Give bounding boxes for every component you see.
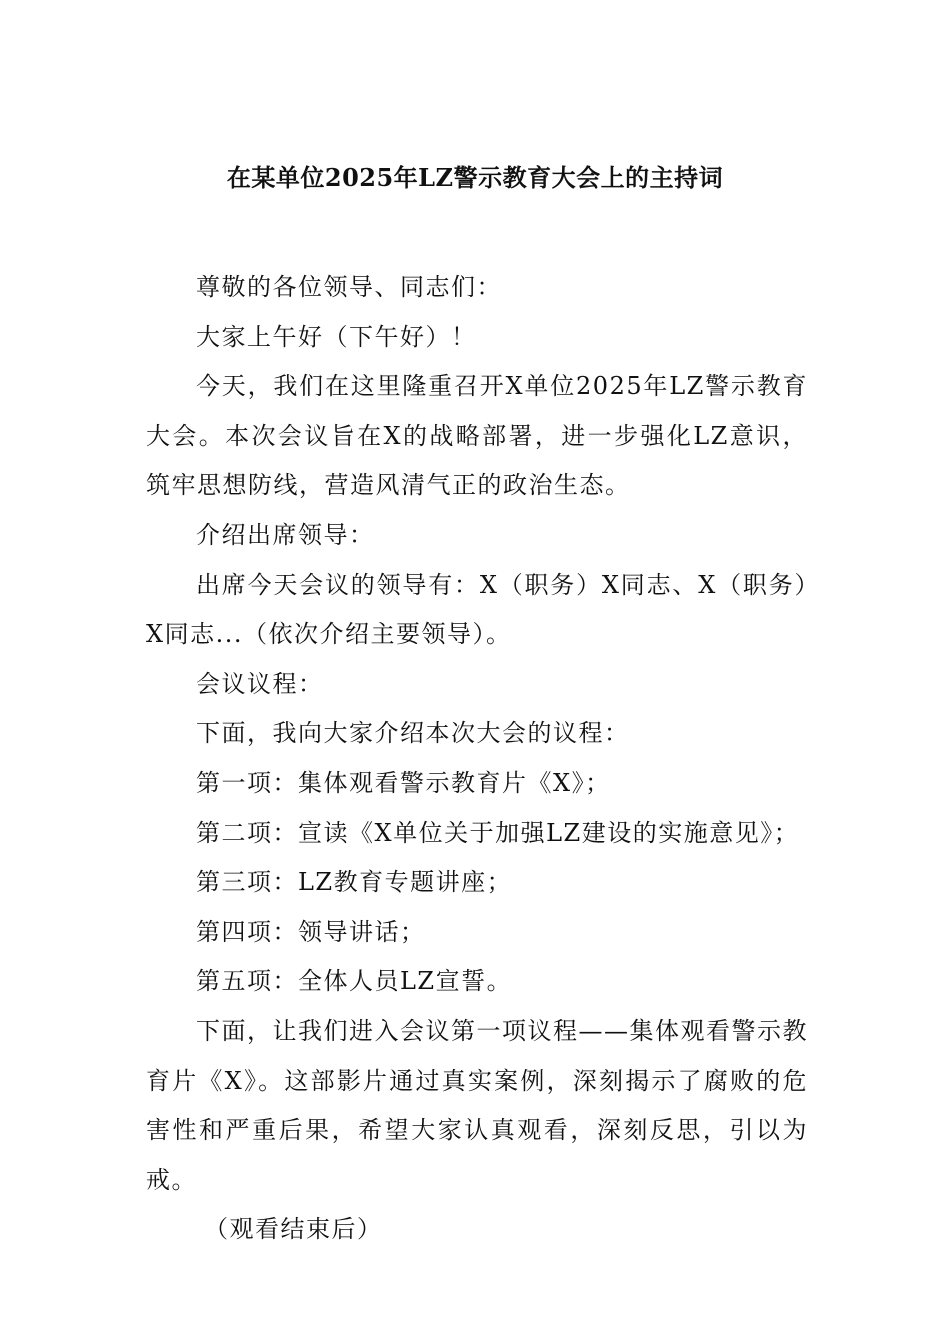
agenda-item-4: 第四项：领导讲话； xyxy=(196,917,426,946)
document-title: 在某单位2025年LZ警示教育大会上的主持词 xyxy=(226,163,724,192)
paragraph-first-item: 下面，让我们进入会议第一项议程——集体观看警示教育片《X》。这部影片通过真实案例，深刻揭示了腐败的危害性和严重后果，希望大家认真观看，深刻反思，引以为戒。 xyxy=(146,1016,808,1194)
agenda-item-1: 第一项：集体观看警示教育片《X》； xyxy=(196,768,611,797)
paragraph-agenda-intro: 下面，我向大家介绍本次大会的议程： xyxy=(196,719,630,748)
paragraph-note: （观看结束后） xyxy=(204,1215,383,1244)
paragraph-opening: 今天，我们在这里隆重召开X单位2025年LZ警示教育大会。本次会议旨在X的战略部署，进一步强化LZ意识，筑牢思想防线，营造风清气正的政治生态。 xyxy=(146,372,808,500)
agenda-item-5: 第五项：全体人员LZ宣誓。 xyxy=(196,967,513,996)
paragraph-greeting: 大家上午好（下午好）！ xyxy=(196,322,477,351)
agenda-item-2: 第二项：宣读《X单位关于加强LZ建设的实施意见》； xyxy=(196,818,800,847)
paragraph-salutation: 尊敬的各位领导、同志们： xyxy=(196,273,502,301)
document-body xyxy=(146,263,808,1255)
paragraph-agenda-heading: 会议议程： xyxy=(196,669,324,698)
paragraph-leaders-heading: 介绍出席领导： xyxy=(196,520,375,549)
agenda-item-3: 第三项：LZ教育专题讲座； xyxy=(196,868,513,897)
paragraph-leaders-list: 出席今天会议的领导有：X（职务）X同志、X（职务）X同志...（依次介绍主要领导）。 xyxy=(146,570,808,649)
